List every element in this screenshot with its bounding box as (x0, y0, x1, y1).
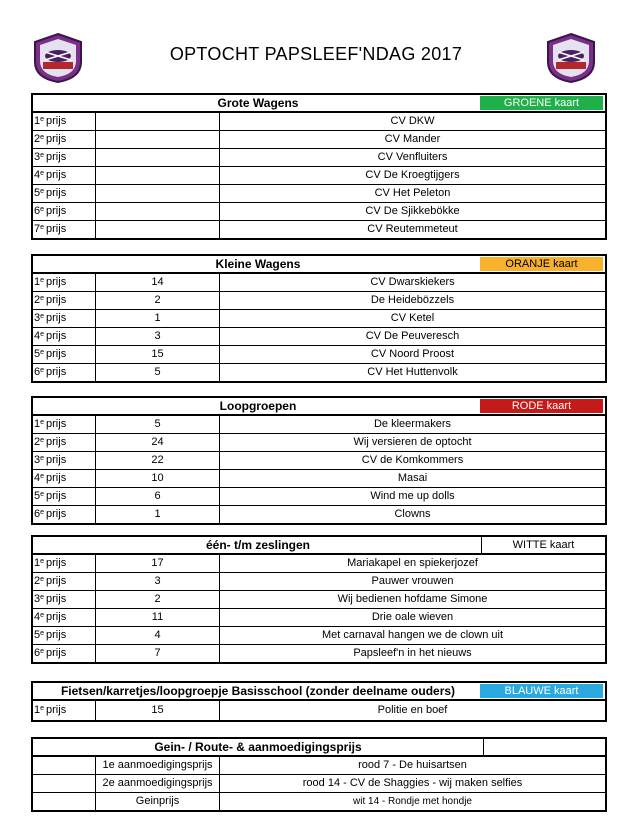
prize-word: prijs (46, 169, 67, 181)
participant-number: 17 (95, 555, 219, 572)
prize-word: prijs (46, 490, 67, 502)
place-number: 5 (34, 490, 41, 502)
participant-name: rood 7 - De huisartsen (219, 757, 605, 774)
place-cell (33, 470, 95, 487)
place-number: 4 (34, 330, 41, 342)
place-cell (33, 292, 95, 309)
participant-number (95, 149, 219, 166)
participant-number (95, 167, 219, 184)
participant-name: Wind me up dolls (219, 488, 605, 505)
table-row (33, 452, 605, 470)
table-row (33, 775, 605, 793)
participant-number: 2 (95, 292, 219, 309)
place-number: 2 (34, 294, 41, 306)
table-row (33, 274, 605, 292)
card-color-badge: WITTE kaart (481, 537, 605, 553)
prize-word: prijs (46, 704, 67, 716)
participant-number: 22 (95, 452, 219, 469)
place-number: 4 (34, 169, 41, 181)
participant-name: wit 14 - Rondje met hondje (219, 793, 605, 810)
section-header (33, 537, 605, 555)
place-suffix: e (40, 206, 45, 213)
place-cell (33, 113, 95, 130)
prize-section (31, 681, 607, 722)
participant-number: 1e aanmoedigingsprijs (95, 757, 219, 774)
participant-name: CV de Komkommers (219, 452, 605, 469)
table-row (33, 506, 605, 523)
participant-number (95, 221, 219, 238)
place-cell (33, 221, 95, 238)
table-row (33, 167, 605, 185)
place-cell (33, 555, 95, 572)
participant-number: 24 (95, 434, 219, 451)
prize-word: prijs (46, 366, 67, 378)
prize-word: prijs (46, 133, 67, 145)
prize-word: prijs (46, 187, 67, 199)
place-suffix: e (40, 349, 45, 356)
card-color-badge: RODE kaart (480, 399, 603, 413)
table-row (33, 609, 605, 627)
participant-number: 2e aanmoedigingsprijs (95, 775, 219, 792)
card-color-badge: ORANJE kaart (480, 257, 603, 271)
participant-number (95, 203, 219, 220)
table-row (33, 364, 605, 381)
participant-number: 1 (95, 506, 219, 523)
place-suffix: e (40, 594, 45, 601)
prize-word: prijs (46, 151, 67, 163)
place-suffix: e (40, 188, 45, 195)
prize-word: prijs (46, 276, 67, 288)
section-title: één- t/m zeslingen (205, 538, 311, 552)
participant-name: CV Ketel (219, 310, 605, 327)
place-suffix: e (40, 576, 45, 583)
place-suffix: e (40, 648, 45, 655)
place-number: 6 (34, 205, 41, 217)
participant-number: 1 (95, 310, 219, 327)
prize-word: prijs (46, 454, 67, 466)
place-suffix: e (40, 367, 45, 374)
place-cell (33, 609, 95, 626)
participant-number: 7 (95, 645, 219, 662)
place-cell (33, 757, 95, 774)
participant-number: 14 (95, 274, 219, 291)
place-number: 5 (34, 629, 41, 641)
table-row (33, 185, 605, 203)
section-title: Fietsen/karretjes/loopgroepje Basisschool (zonder deelname ouders) (60, 684, 456, 698)
participant-number: 6 (95, 488, 219, 505)
section-title: Kleine Wagens (215, 257, 301, 271)
prize-section (31, 737, 607, 812)
participant-name: CV DKW (219, 113, 605, 130)
prize-section (31, 396, 607, 525)
prize-word: prijs (46, 472, 67, 484)
participant-name: Drie oale wieven (219, 609, 605, 626)
place-cell (33, 488, 95, 505)
place-suffix: e (40, 705, 45, 712)
place-cell (33, 131, 95, 148)
participant-name: CV De Peuveresch (219, 328, 605, 345)
participant-number (95, 131, 219, 148)
place-suffix: e (40, 116, 45, 123)
participant-number: 11 (95, 609, 219, 626)
place-suffix: e (40, 491, 45, 498)
place-suffix: e (40, 170, 45, 177)
place-number: 1 (34, 704, 41, 716)
place-suffix: e (40, 419, 45, 426)
participant-name: Met carnaval hangen we de clown uit (219, 627, 605, 644)
place-number: 3 (34, 593, 41, 605)
participant-name: CV Noord Proost (219, 346, 605, 363)
place-number: 3 (34, 151, 41, 163)
table-row (33, 701, 605, 720)
participant-number: 5 (95, 416, 219, 433)
place-number: 4 (34, 611, 41, 623)
participant-name: Clowns (219, 506, 605, 523)
place-cell (33, 434, 95, 451)
place-suffix: e (40, 313, 45, 320)
place-cell (33, 793, 95, 810)
place-cell (33, 203, 95, 220)
participant-name: De kleermakers (219, 416, 605, 433)
prize-word: prijs (46, 575, 67, 587)
participant-name: De Heidebözzels (219, 292, 605, 309)
place-number: 5 (34, 348, 41, 360)
participant-name: Masai (219, 470, 605, 487)
participant-number: 15 (95, 701, 219, 720)
table-row (33, 149, 605, 167)
section-title: Loopgroepen (219, 399, 297, 413)
participant-name: CV Venfluiters (219, 149, 605, 166)
place-number: 5 (34, 187, 41, 199)
prize-word: prijs (46, 557, 67, 569)
participant-name: Politie en boef (219, 701, 605, 720)
table-row (33, 328, 605, 346)
participant-number: 2 (95, 591, 219, 608)
section-header (33, 398, 605, 416)
prize-section (31, 535, 607, 664)
prize-word: prijs (46, 611, 67, 623)
place-number: 7 (34, 223, 41, 235)
section-title: Grote Wagens (217, 96, 299, 110)
place-suffix: e (40, 224, 45, 231)
place-cell (33, 775, 95, 792)
prize-word: prijs (46, 593, 67, 605)
place-number: 2 (34, 133, 41, 145)
place-cell (33, 185, 95, 202)
place-number: 2 (34, 575, 41, 587)
place-cell (33, 645, 95, 662)
participant-name: CV Dwarskiekers (219, 274, 605, 291)
table-row (33, 346, 605, 364)
card-color-badge: BLAUWE kaart (480, 684, 603, 698)
place-cell (33, 627, 95, 644)
prize-word: prijs (46, 205, 67, 217)
place-suffix: e (40, 509, 45, 516)
place-suffix: e (40, 331, 45, 338)
place-number: 6 (34, 647, 41, 659)
card-color-badge (480, 740, 603, 754)
place-cell (33, 701, 95, 720)
table-row (33, 203, 605, 221)
table-row (33, 573, 605, 591)
participant-name: Wij bedienen hofdame Simone (219, 591, 605, 608)
section-header (33, 739, 605, 757)
place-number: 1 (34, 115, 41, 127)
place-suffix: e (40, 277, 45, 284)
participant-number: 4 (95, 627, 219, 644)
place-number: 3 (34, 454, 41, 466)
place-suffix: e (40, 134, 45, 141)
table-row (33, 645, 605, 662)
participant-name: CV De Sjikkebökke (219, 203, 605, 220)
place-suffix: e (40, 437, 45, 444)
place-cell (33, 310, 95, 327)
place-number: 6 (34, 508, 41, 520)
participant-name: rood 14 - CV de Shaggies - wij maken selfies (219, 775, 605, 792)
participant-name: Papsleef'n in het nieuws (219, 645, 605, 662)
prize-word: prijs (46, 330, 67, 342)
card-color-badge: GROENE kaart (480, 96, 603, 110)
place-cell (33, 149, 95, 166)
place-suffix: e (40, 295, 45, 302)
table-row (33, 627, 605, 645)
prize-section (31, 93, 607, 240)
prize-word: prijs (46, 223, 67, 235)
table-row (33, 416, 605, 434)
place-number: 3 (34, 312, 41, 324)
table-row (33, 113, 605, 131)
table-row (33, 470, 605, 488)
place-cell (33, 364, 95, 381)
participant-name: CV Mander (219, 131, 605, 148)
participant-number: 3 (95, 328, 219, 345)
participant-name: CV Reutemmeteut (219, 221, 605, 238)
table-row (33, 131, 605, 149)
participant-number: 15 (95, 346, 219, 363)
place-suffix: e (40, 152, 45, 159)
table-row (33, 221, 605, 238)
participant-name: CV De Kroegtijgers (219, 167, 605, 184)
place-cell (33, 346, 95, 363)
section-header (33, 95, 605, 113)
prize-word: prijs (46, 436, 67, 448)
table-row (33, 310, 605, 328)
table-row (33, 555, 605, 573)
prize-word: prijs (46, 294, 67, 306)
participant-name: CV Het Huttenvolk (219, 364, 605, 381)
participant-number (95, 185, 219, 202)
place-cell (33, 416, 95, 433)
place-suffix: e (40, 612, 45, 619)
table-row (33, 793, 605, 810)
participant-name: Pauwer vrouwen (219, 573, 605, 590)
place-number: 1 (34, 276, 41, 288)
place-number: 4 (34, 472, 41, 484)
prize-section (31, 254, 607, 383)
place-cell (33, 573, 95, 590)
place-cell (33, 167, 95, 184)
prize-word: prijs (46, 115, 67, 127)
place-cell (33, 591, 95, 608)
place-number: 6 (34, 366, 41, 378)
place-cell (33, 452, 95, 469)
table-row (33, 434, 605, 452)
participant-name: Mariakapel en spiekerjozef (219, 555, 605, 572)
participant-number: Geinprijs (95, 793, 219, 810)
table-row (33, 757, 605, 775)
prize-word: prijs (46, 647, 67, 659)
table-row (33, 488, 605, 506)
prize-word: prijs (46, 348, 67, 360)
place-suffix: e (40, 455, 45, 462)
section-header (33, 256, 605, 274)
prize-word: prijs (46, 629, 67, 641)
place-cell (33, 274, 95, 291)
place-cell (33, 506, 95, 523)
table-row (33, 292, 605, 310)
place-number: 1 (34, 418, 41, 430)
prize-word: prijs (46, 508, 67, 520)
participant-name: CV Het Peleton (219, 185, 605, 202)
table-row (33, 591, 605, 609)
section-title: Gein- / Route- & aanmoedigingsprijs (154, 740, 362, 754)
participant-number: 10 (95, 470, 219, 487)
place-suffix: e (40, 558, 45, 565)
participant-number (95, 113, 219, 130)
place-cell (33, 328, 95, 345)
participant-name: Wij versieren de optocht (219, 434, 605, 451)
prize-word: prijs (46, 418, 67, 430)
prize-word: prijs (46, 312, 67, 324)
participant-number: 5 (95, 364, 219, 381)
place-suffix: e (40, 473, 45, 480)
participant-number: 3 (95, 573, 219, 590)
place-number: 1 (34, 557, 41, 569)
place-suffix: e (40, 630, 45, 637)
section-header (33, 683, 605, 701)
page-title: OPTOCHT PAPSLEEF'NDAG 2017 (169, 44, 463, 64)
place-number: 2 (34, 436, 41, 448)
